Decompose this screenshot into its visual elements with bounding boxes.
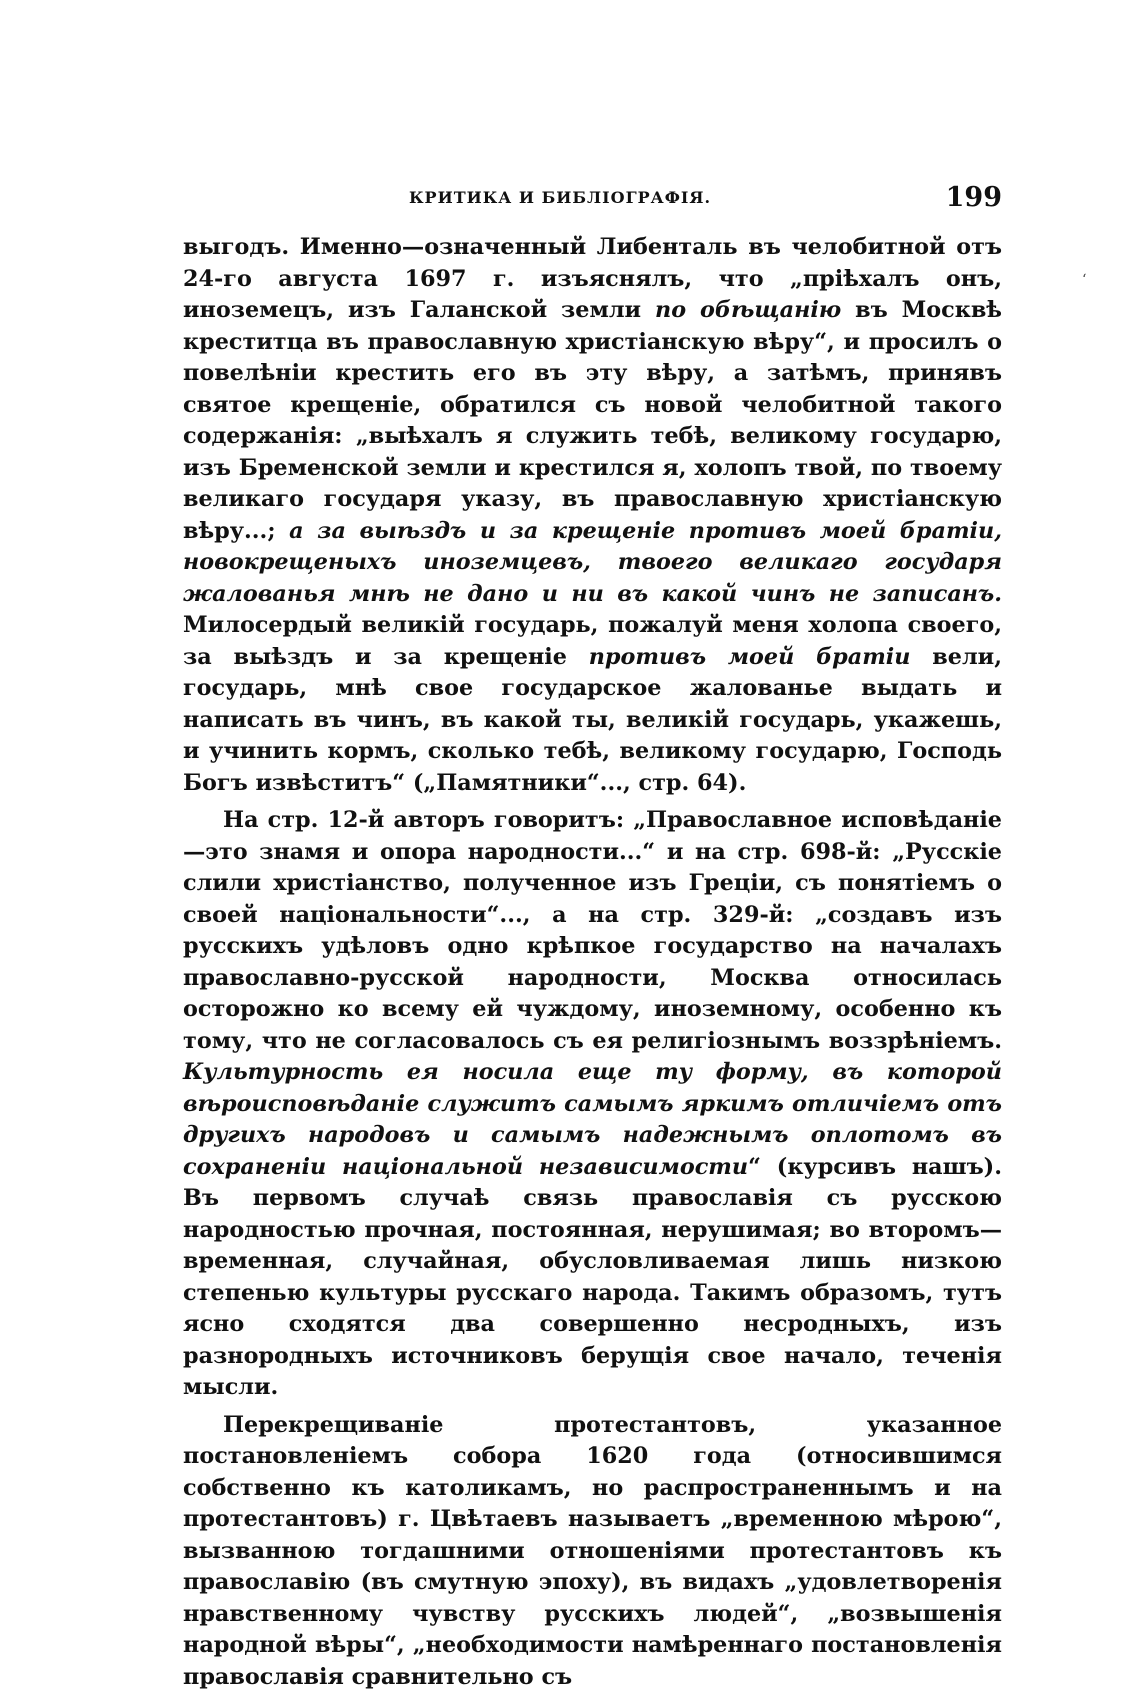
italic-text-run: а за выѣздъ и за крещеніе противъ моей братіи, новокрещеныхъ иноземцевъ, твоего великаго государя жалованья мнѣ не дано и ни въ какой чинъ не записанъ. [183,517,1002,607]
text-run: вели, государь, мнѣ свое государское жалованье выдать и написать въ чинъ, въ какой ты, великій государь, укажешь, и учинить кормъ, сколько тебѣ, великому государю, Господь Богъ извѣститъ“ („Памятники“..., стр. 64). [183,643,1002,796]
running-title: КРИТИКА И БИБЛІОГРАФІЯ. [409,188,712,207]
text-run: въ Москвѣ креститца въ православную христіанскую вѣру“, и просилъ о повелѣніи крестить его въ эту вѣру, а затѣмъ, принявъ святое крещеніе, обратился съ новой челобитной такого содержанія: „выѣхалъ я служить тебѣ, великому государю, изъ Бременской земли и крестился я, холопъ твой, по твоему великаго государя указу, въ православную христіанскую вѣру...; [183,297,1002,544]
body-text [183,232,1002,1699]
paragraph-2 [183,805,1002,1404]
text-run: Милосердый великій государь, пожалуй меня холопа своего, за выѣздъ и за крещеніе [183,612,1002,670]
italic-text-run: Культурность ея носила еще ту форму, въ которой вѣроисповѣданіе служитъ самымъ яркимъ отличіемъ отъ другихъ народовъ и самымъ надежнымъ оплотомъ въ сохраненіи національной независимости [183,1059,1002,1180]
text-run: выгодъ. Именно—означенный Либенталь въ челобитной отъ 24-го августа 1697 г. изъяснялъ, что „пріѣхалъ онъ, иноземецъ, изъ Галанской земли [183,234,1002,323]
paragraph-1 [183,232,1002,799]
text-run: “ (курсивъ нашъ). Въ первомъ случаѣ связь православія съ русскою народностью прочная, постоянная, нерушимая; во второмъ—временная, случайная, обусловливаемая лишь низкою степенью культуры русскаго народа. Такимъ образомъ, тутъ ясно сходятся два совершенно несродныхъ, изъ разнородныхъ источниковъ берущія свое начало, теченія мысли. [183,1153,1002,1400]
text-run: Перекрещиваніе протестантовъ, указанное постановленіемъ собора 1620 года (относившимся собственно къ католикамъ, но распространеннымъ и на протестантовъ) г. Цвѣтаевъ называетъ „временною мѣрою“, вызванною тогдашними отношеніями протестантовъ къ православію (въ смутную эпоху), въ видахъ „удовлетворенія нравственному чувству русскихъ людей“, „возвышенія народной вѣры“, „необходимости намѣреннаго постановленія православія сравнительно съ [183,1411,1002,1690]
italic-text-run: противъ моей братіи [588,643,911,670]
margin-mark: ‘ [1082,272,1087,288]
paragraph-3 [183,1410,1002,1694]
italic-text-run: по обѣщанію [655,297,842,323]
text-run: На стр. 12-й авторъ говоритъ: „Православное исповѣданіе—это знамя и опора народности...“ и на стр. 698-й: „Русскіе слили христіанство, полученное изъ Греціи, съ понятіемъ о своей національности“..., а на стр. 329-й: „создавъ изъ русскихъ удѣловъ одно крѣпкое государство на началахъ православно-русской народности, Москва относилась осторожно ко всему ей чуждому, иноземному, особенно къ тому, что не согласовалось съ ея религіознымъ воззрѣніемъ. [183,807,1002,1054]
page-number: 199 [945,182,1002,213]
running-head [183,182,1002,216]
